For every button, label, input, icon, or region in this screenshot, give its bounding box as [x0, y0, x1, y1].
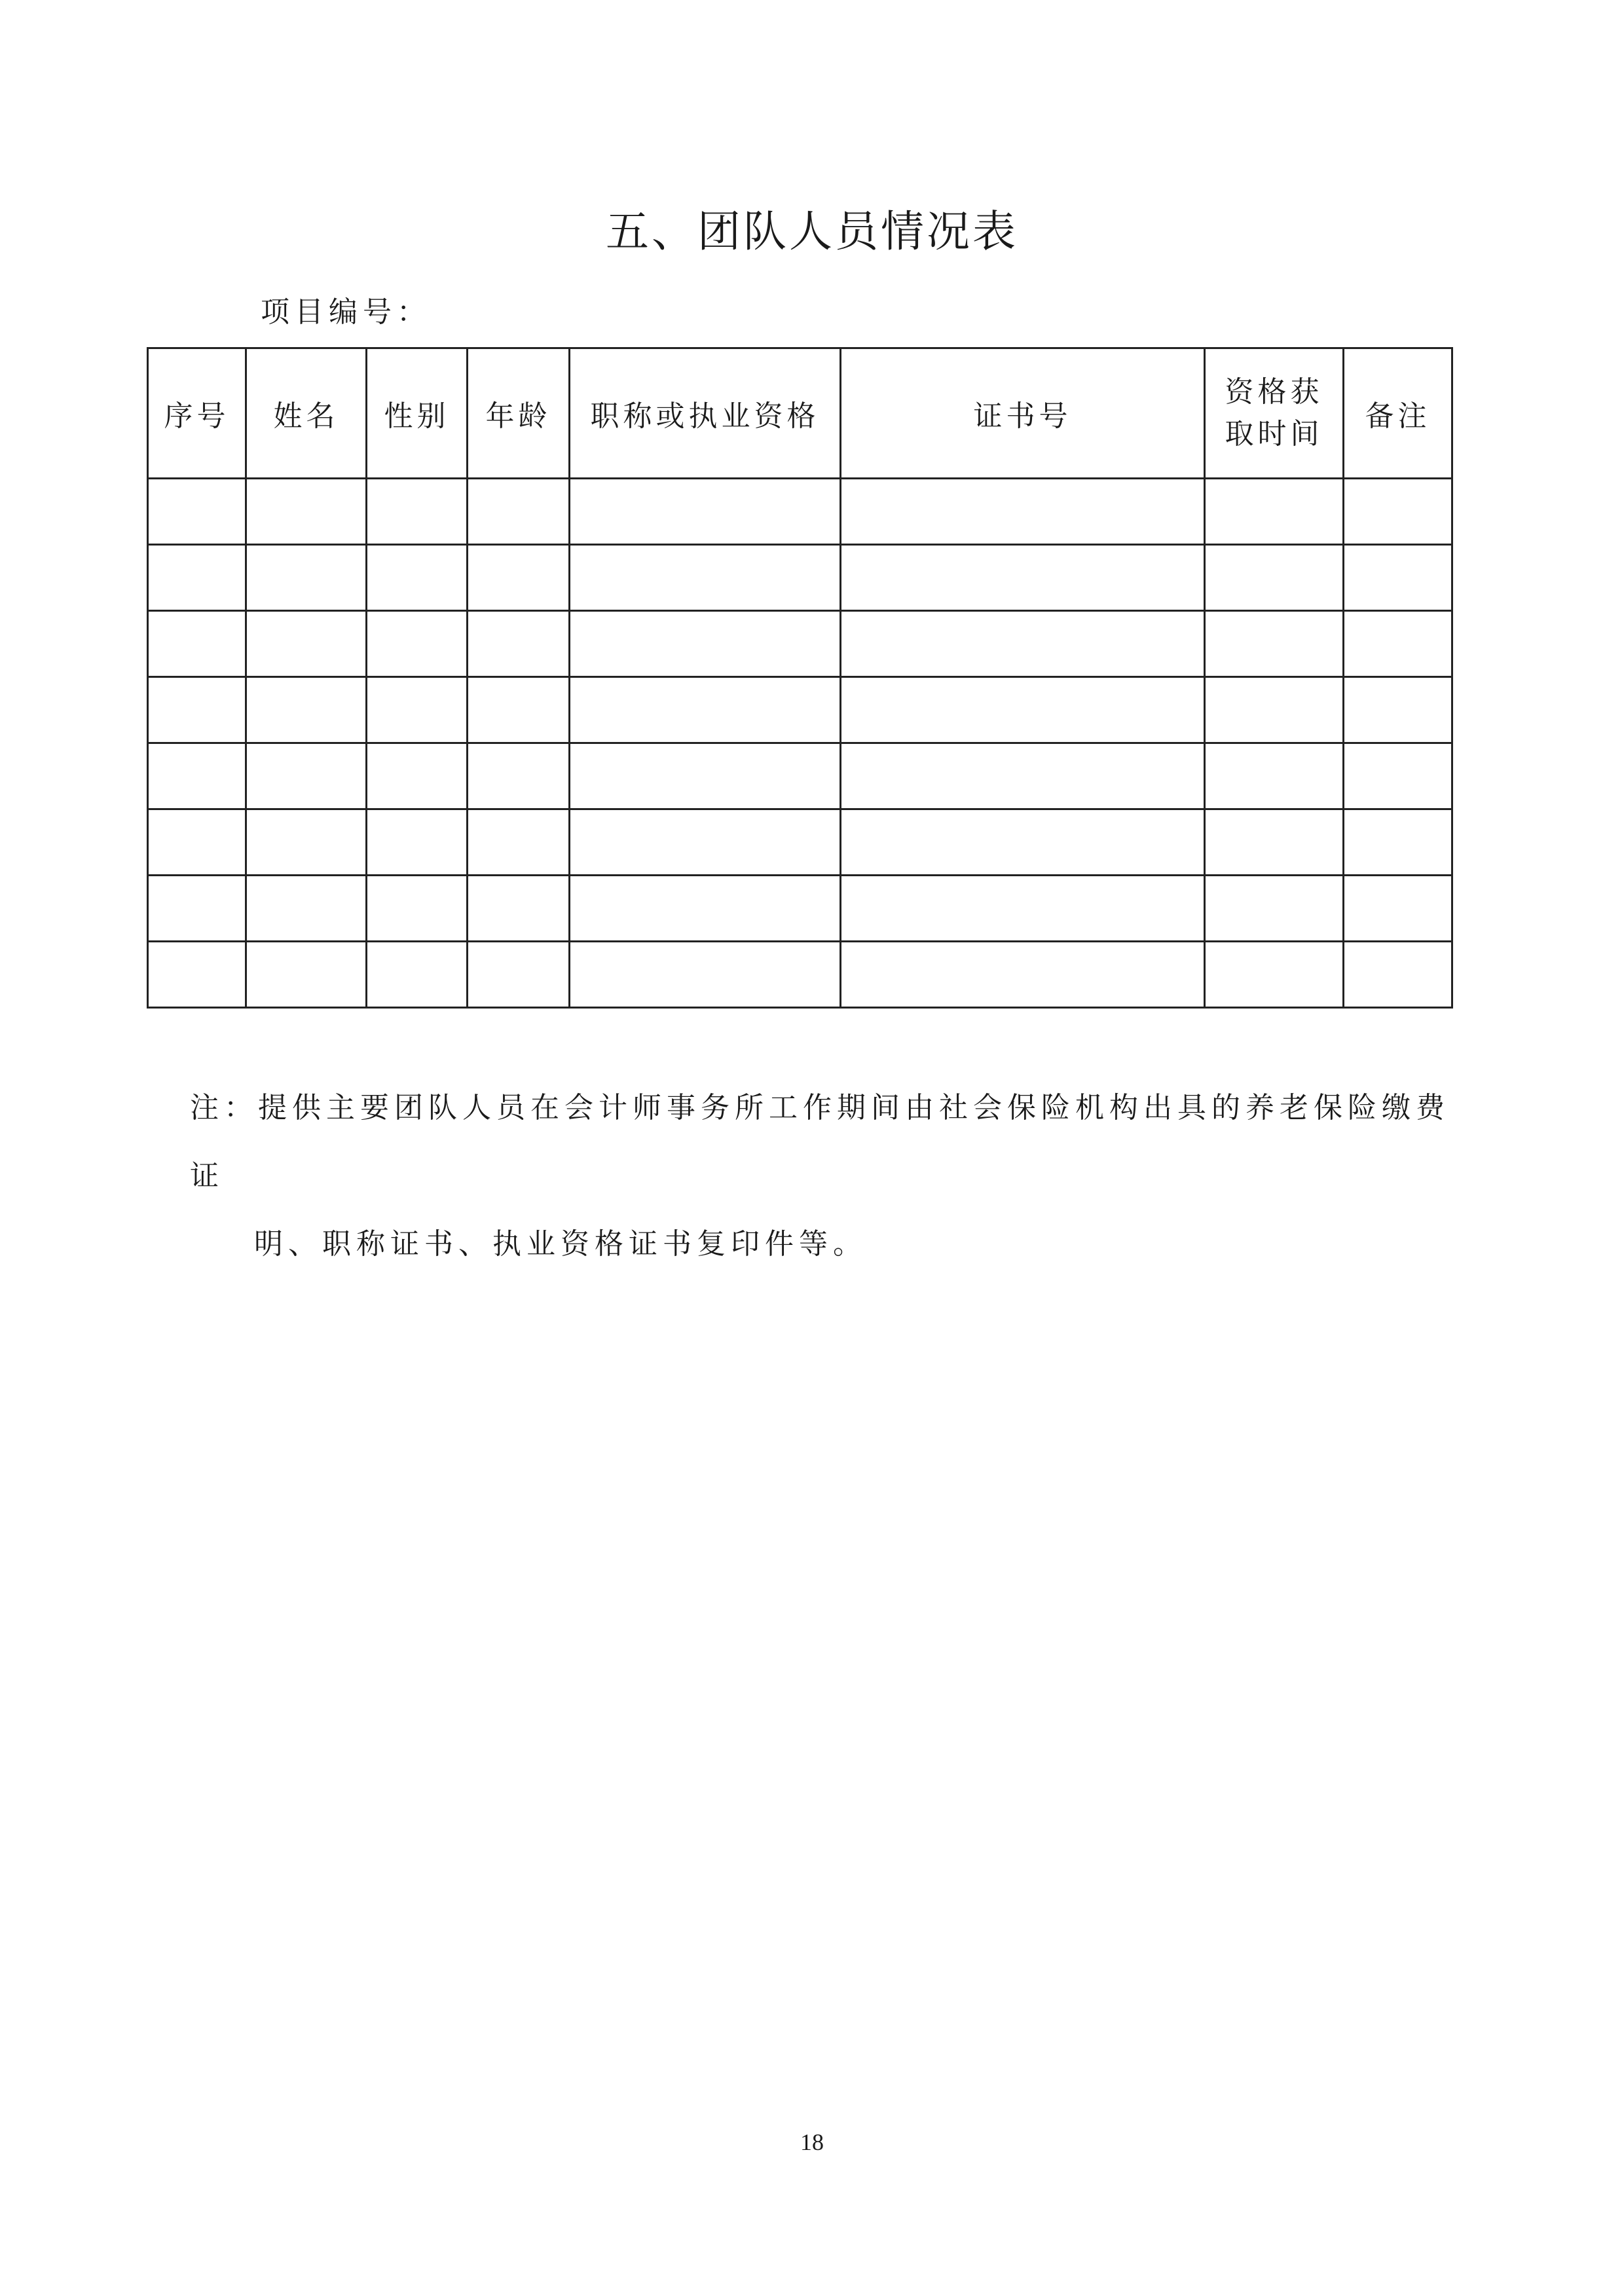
table-cell[interactable] [367, 611, 468, 677]
table-body [148, 479, 1452, 1008]
table-cell[interactable] [1344, 479, 1452, 545]
table-row [148, 677, 1452, 743]
table-cell[interactable] [570, 809, 841, 876]
header-serial-no: 序号 [148, 348, 246, 479]
table-cell[interactable] [148, 809, 246, 876]
table-cell[interactable] [468, 809, 570, 876]
table-cell[interactable] [1344, 545, 1452, 611]
note-paragraph [190, 1074, 1454, 1278]
table-cell[interactable] [841, 611, 1205, 677]
table-cell[interactable] [148, 942, 246, 1008]
table-row [148, 942, 1452, 1008]
table-cell[interactable] [841, 677, 1205, 743]
table-cell[interactable] [246, 545, 367, 611]
table-cell[interactable] [468, 743, 570, 809]
table-cell[interactable] [1344, 677, 1452, 743]
table-cell[interactable] [570, 743, 841, 809]
header-remarks: 备注 [1344, 348, 1452, 479]
table-cell[interactable] [1205, 809, 1344, 876]
table-cell[interactable] [468, 479, 570, 545]
table-cell[interactable] [148, 743, 246, 809]
table-cell[interactable] [246, 942, 367, 1008]
table-cell[interactable] [841, 809, 1205, 876]
table-row [148, 809, 1452, 876]
table-cell[interactable] [1205, 876, 1344, 942]
header-gender: 性别 [367, 348, 468, 479]
table-cell[interactable] [468, 942, 570, 1008]
table-cell[interactable] [841, 545, 1205, 611]
table-cell[interactable] [841, 743, 1205, 809]
table-cell[interactable] [1205, 545, 1344, 611]
table-row [148, 611, 1452, 677]
table-cell[interactable] [367, 479, 468, 545]
table-header-row [148, 348, 1452, 479]
table-row [148, 876, 1452, 942]
table-cell[interactable] [1344, 942, 1452, 1008]
table-cell[interactable] [148, 545, 246, 611]
table-cell[interactable] [468, 677, 570, 743]
table-cell[interactable] [367, 809, 468, 876]
table-cell[interactable] [148, 677, 246, 743]
table-cell[interactable] [367, 876, 468, 942]
note-line-1: 注：提供主要团队人员在会计师事务所工作期间由社会保险机构出具的养老保险缴费证 [190, 1091, 1450, 1193]
header-qualification-time-line2: 取时间 [1225, 417, 1323, 451]
table-cell[interactable] [570, 611, 841, 677]
table-cell[interactable] [246, 611, 367, 677]
table-cell[interactable] [841, 942, 1205, 1008]
table-cell[interactable] [570, 545, 841, 611]
table-row [148, 743, 1452, 809]
project-number-label: 项目编号： [261, 295, 431, 329]
table-row [148, 479, 1452, 545]
header-age: 年龄 [468, 348, 570, 479]
table-cell[interactable] [1205, 942, 1344, 1008]
table-cell[interactable] [246, 809, 367, 876]
header-qualification-time-line1: 资格获 [1225, 375, 1323, 409]
table-cell[interactable] [367, 677, 468, 743]
table-cell[interactable] [246, 677, 367, 743]
table-cell[interactable] [1205, 743, 1344, 809]
team-staff-table [147, 347, 1453, 1009]
table-cell[interactable] [246, 479, 367, 545]
table-cell[interactable] [570, 479, 841, 545]
table-cell[interactable] [1344, 809, 1452, 876]
table-cell[interactable] [148, 479, 246, 545]
table-cell[interactable] [570, 677, 841, 743]
page-title: 五、团队人员情况表 [606, 206, 1018, 257]
table-cell[interactable] [468, 611, 570, 677]
header-name: 姓名 [246, 348, 367, 479]
table-cell[interactable] [570, 876, 841, 942]
header-title-qualification: 职称或执业资格 [570, 348, 841, 479]
note-line-2: 明、职称证书、执业资格证书复印件等。 [254, 1227, 867, 1261]
table-cell[interactable] [1344, 611, 1452, 677]
table-cell[interactable] [1344, 743, 1452, 809]
table-cell[interactable] [246, 876, 367, 942]
header-qualification-time [1205, 348, 1344, 479]
table-cell[interactable] [367, 743, 468, 809]
table-cell[interactable] [367, 942, 468, 1008]
page-number: 18 [800, 2129, 824, 2155]
table-cell[interactable] [570, 942, 841, 1008]
table-cell[interactable] [468, 545, 570, 611]
table-cell[interactable] [246, 743, 367, 809]
table-row [148, 545, 1452, 611]
table-cell[interactable] [148, 611, 246, 677]
table-cell[interactable] [841, 479, 1205, 545]
table-cell[interactable] [1205, 677, 1344, 743]
table-cell[interactable] [367, 545, 468, 611]
table-cell[interactable] [1344, 876, 1452, 942]
table-cell[interactable] [468, 876, 570, 942]
header-certificate-no: 证书号 [841, 348, 1205, 479]
table-cell[interactable] [1205, 611, 1344, 677]
table-cell[interactable] [841, 876, 1205, 942]
table-cell[interactable] [148, 876, 246, 942]
table-cell[interactable] [1205, 479, 1344, 545]
